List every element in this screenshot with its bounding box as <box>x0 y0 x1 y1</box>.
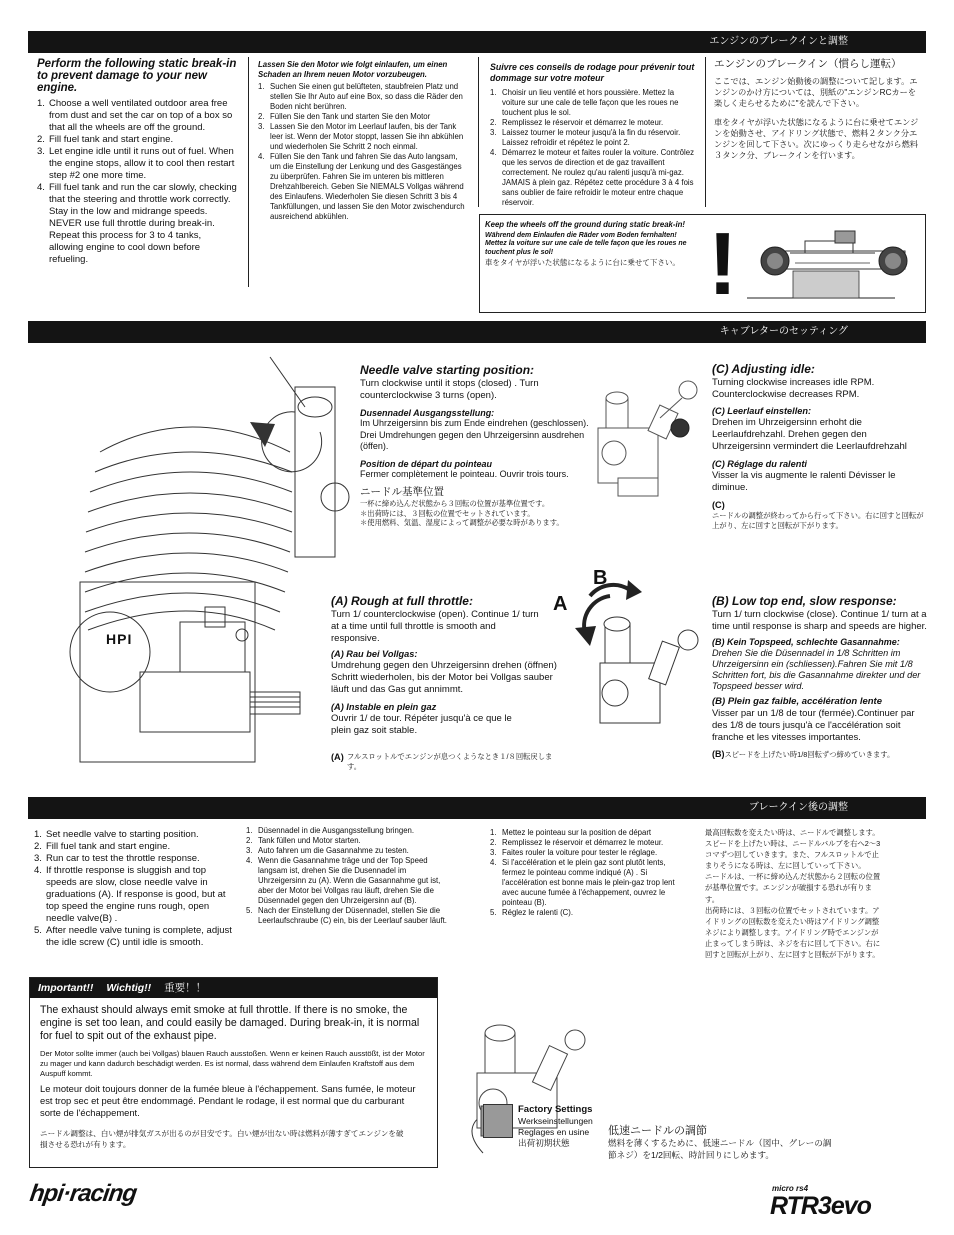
low-needle-block <box>608 1124 838 1161</box>
rough-throttle-block <box>331 594 561 771</box>
engine-illustration <box>60 352 360 772</box>
lowtop-fr-title: (B) Plein gaz faible, accélération lente <box>712 696 882 707</box>
rough-de-text: Umdrehung gegen den Uhrzeigersinn drehen (öffnen) Schritt wiederholen, bis der Motor bei Vollgas sauber läuft und das Gas gut annimmt. <box>331 660 557 695</box>
low-needle-text: 燃料を薄くするために、低速ニードル（図中、グレーの調節ネジ）を1/2回転、時計回りにしめます。 <box>608 1138 832 1160</box>
breakin-section-bar <box>28 31 926 53</box>
rough-en-text: Turn 1/ counterclockwise (open). Continue 1/ turn at a time until full throttle is smooth and responsive. <box>331 609 539 644</box>
idle-fr-title: (C) Réglage du ralenti <box>712 459 807 469</box>
breakin-en-heading: Perform the following static break-in to prevent damage to your new engine. <box>37 58 237 94</box>
column-divider <box>478 57 479 207</box>
list-item: Suchen Sie einen gut belüfteten, staubfreien Platz und stellen Sie Ihr Auto auf eine Box, so dass die Räder den Boden nicht berühren. <box>270 82 463 111</box>
rough-fr-title: (A) Instable en plein gaz <box>331 702 437 712</box>
important-jp: ニードル調整は、白い煙が排気ガスが出るのが目安です。白い煙が出ない時は燃料が薄すぎてエンジンを破損させる恐れが有ります。 <box>40 1129 404 1149</box>
list-item: Lassen Sie den Motor im Leerlauf laufen, bis der Tank leer ist. Wenn der Motor stoppt, lassen Sie ihn abkühlen und wiederholen Sie Schritt 2 noch einmal. <box>270 122 464 151</box>
list-item: If throttle response is sluggish and top speeds are slow, close needle valve in graduations (A). If response is good, but at top speed the engine runs rough, open needle valve(B) . <box>46 865 226 924</box>
list-item: Wenn die Gasannahme träge und der Top Speed langsam ist, drehen Sie die Dusennadel im Uhrzeigersinn zu (A). Wenn die Gasannahme gut ist, aber der Motor bei Vollgas rau läuft, drehen Sie die Düsennadel gegen den Uhrzeigersinn auf (B). <box>258 856 441 905</box>
lowtop-jp-title: (B) <box>712 749 725 759</box>
important-fr: Le moteur doit toujours donner de la fumée bleue à l'échappement. Sans fumée, le moteur est trop sec et peut être endommagé. Pendant le rodage, il est normal que du carburant sorte de l'échappement. <box>40 1083 416 1118</box>
breakin-jp-p1: ここでは、エンジン始動後の調整について記します。エンジンのかけ方については、別紙の"エンジンRCカーを楽しく走らせるために"を読んで下さい。 <box>714 77 918 108</box>
list-item: Düsennadel in die Ausgangsstellung bringen. <box>258 826 415 835</box>
rtr3evo-logo <box>770 1184 871 1219</box>
list-item: Let engine idle until it runs out of fuel. When the engine stops, allow it to cool then restart step #2 one more time. <box>49 146 235 181</box>
hpi-racing-logo: hpi·racing <box>28 1180 138 1207</box>
list-item: Si l'accélération et le plein gaz sont plutôt lents, fermez le pointeau comme indiqué (A) . Si l'accélération est bonne mais le plein-gaz trop lent avec aucune fumée à l'échappement, ouvrez le pointeau (B). <box>502 858 675 907</box>
factory-de: Werkseinstellungen <box>518 1116 593 1126</box>
idle-jp-title: (C) <box>712 500 725 510</box>
list-item: Remplissez le réservoir et démarrez le moteur. <box>502 118 664 127</box>
engine-brand-label: HPI <box>106 631 133 647</box>
important-box <box>29 977 438 1168</box>
low-needle-title: 低速ニードルの調節 <box>608 1125 707 1137</box>
list-item: Fill fuel tank and start engine. <box>49 134 174 145</box>
breakin-en <box>37 58 237 266</box>
label-b: B <box>593 567 608 589</box>
breakin-fr-heading: Suivre ces conseils de rodage pour prévenir tout dommage sur votre moteur <box>490 62 695 83</box>
list-item: Laissez tourner le moteur jusqu'à la fin du réservoir. Laissez refroidir et répétez le point 2. <box>502 128 681 147</box>
carb-section-bar <box>28 321 926 343</box>
needle-en-text: Turn clockwise until it stops (closed) . Turn counterclockwise 3 turns (open). <box>360 378 539 401</box>
lowtop-en-text: Turn 1/ turn clockwise (close). Continue 1/ turn at a time until response is sharp and speeds are higher. <box>712 609 927 632</box>
lowtop-fr-text: Visser par un 1/8 de tour (fermée).Continuer par des 1/8 de tours jusqu'à ce l'accélération soit franche et les vitesses importantes. <box>712 708 915 743</box>
warning-fr: Mettez la voiture sur une cale de telle façon que les roues ne touchent plus le sol! <box>485 240 687 256</box>
needle-fr-title: Position de départ du pointeau <box>360 458 493 469</box>
breakin-jp <box>714 57 924 161</box>
carb-ab-illustration <box>550 568 710 738</box>
rough-fr-text: Ouvrir 1/ de tour. Répéter jusqu'à ce que le plein gaz soit stable. <box>331 713 512 736</box>
rough-jp-title: (A) <box>331 752 344 762</box>
needle-de-text: Im Uhrzeigersinn bis zum Ende eindrehen (geschlossen). Drei Umdrehungen gegen den Uhrzeigersinn ausdrehen (öffen). <box>360 418 589 451</box>
breakin-de-heading: Lassen Sie den Motor wie folgt einlaufen, um einen Schaden an Ihrem neuen Motor vorzubeugen. <box>258 60 448 79</box>
lowtop-en-title: (B) Low top end, slow response: <box>712 594 897 608</box>
list-item: Tank füllen und Motor starten. <box>258 836 361 845</box>
idle-en-text: Turning clockwise increases idle RPM. Counterclockwise decreases RPM. <box>712 377 875 400</box>
lowtop-de-text: Drehen Sie die Düsennadel in 1/8 Schritten im Uhrzeigersinn ein (schliessen).Fahren Sie mit 1/8 Schritten fort, bis die Gasannahme direkter und der Topspeed besser wird. <box>712 648 921 691</box>
carb-section-title: キャブレターのセッティング <box>719 326 848 337</box>
list-item: Nach der Einstellung der Düsennadel, stellen Sie die Leerlaufschraube (C) ein, bis der Leerlauf sauber läuft. <box>258 906 447 925</box>
idle-de-title: (C) Leerlauf einstellen: <box>712 406 812 416</box>
after-de-steps: 1. Düsennadel in die Ausgangsstellung bringen. 2. Tank füllen und Motor starten. 3. Auto fahren um die Gasannahme zu testen. 4. Wenn die Gasannahme träge und der Top Speed langsam ist, drehen Sie die Dusennadel im Uhrzeigersinn zu (A). Wenn die Gasannahme gut ist, aber der Motor bei Vollgas rau läuft, drehen Sie die Düsennadel gegen den Uhrzeigersinn auf (B). 5. Nach der Einstellung der Düsennadel, stellen Sie die Leerlaufschraube (C) ein, bis der Leerlauf sauber läuft. <box>246 826 447 925</box>
list-item: Faites rouler la voiture pour tester le réglage. <box>502 848 658 857</box>
lowtop-jp-text: スピードを上げたい時1/8回転ずつ締めていきます。 <box>724 750 895 759</box>
important-en: The exhaust should always emit smoke at full throttle. If there is no smoke, the engine is set too lean, and could easily be damaged. During break-in, it is normal for fuel to spit out of the exhaust pipe. <box>40 1004 420 1042</box>
warning-box <box>479 214 926 313</box>
list-item: Mettez le pointeau sur la position de départ <box>502 828 652 837</box>
list-item: Füllen Sie den Tank und starten Sie den Motor <box>270 112 431 121</box>
breakin-section-title: エンジンのブレークインと調整 <box>709 36 848 47</box>
needle-jp-text: 一杯に締め込んだ状態から３回転の位置が基準位置です。 ＊出荷時には、３回転の位置でセットされています。 ＊使用燃料、気温、湿度によって調整が必要な時があります。 <box>360 499 564 527</box>
list-item: Fill fuel tank and start engine. <box>46 841 171 852</box>
factory-settings-label <box>518 1104 618 1149</box>
breakin-fr: Suivre ces conseils de rodage pour prévenir tout dommage sur votre moteur 1. Choisir un lieu ventilé et hors poussière. Mettez la voiture sur une cale de telle façon que les roues ne touchent plus le sol. 2. Remplissez le réservoir et démarrez le moteur. 3. Laissez tourner le moteur jusqu'à la fin du réservoir. Laissez refroidir et répétez le point 2. 4. Démarrez le moteur et faites rouler la voiture. Contrôlez que les servos de direction et de gaz travaillent correctement. Ne roulez qu'au ralenti jusqu'à mi-gaz. JAMAIS à plein gaz. Répétez cette procédure 3 à 4 fois sans oublier de faire refroidir le moteur entre chaque réservoir. <box>490 62 698 208</box>
needle-start-block <box>360 363 600 528</box>
important-title-en: Important!! <box>38 982 94 994</box>
column-divider <box>705 57 706 207</box>
important-title-jp: 重要！！ <box>164 982 207 994</box>
important-header <box>30 978 437 998</box>
low-top-end-block <box>712 594 928 760</box>
after-section-title: ブレークイン後の調整 <box>748 802 848 813</box>
important-title-de: Wichtig!! <box>106 982 152 994</box>
list-item: Choisir un lieu ventilé et hors poussière. Mettez la voiture sur une cale de telle façon que les roues ne touchent plus le sol. <box>502 88 679 117</box>
rough-jp-text: フルスロットルでエンジンが息つくようなとき１/８回転戻します。 <box>347 752 553 771</box>
factory-en: Factory Settings <box>518 1104 593 1115</box>
list-item: Run car to test the throttle response. <box>46 853 200 864</box>
breakin-en-steps: 1. Choose a well ventilated outdoor area free from dust and set the car on top of a box so that all the wheels are off the ground. 2. Fill fuel tank and start engine. 3. Let engine idle until it runs out of fuel. When the engine stops, allow it to cool then restart step #2 one more time. 4. Fill fuel tank and run the car slowly, checking that the steering and throttle work correctly. Stay in the low and midrange speeds. NEVER use full throttle during break-in. Repeat this process for 3 to 4 tanks, allowing engine to cool down before refueling. <box>37 98 237 265</box>
car-on-stand-illustration <box>745 223 917 305</box>
label-a: A <box>553 593 568 615</box>
needle-de-title: Dusennadel Ausgangsstellung: <box>360 408 495 418</box>
list-item: Fill fuel tank and run the car slowly, checking that the steering and throttle work correctly. Stay in the low and midrange speeds. NEVER use full throttle during break-in. Repeat this process for 3 to 4 tanks, allowing engine to cool down before refueling. <box>49 182 237 265</box>
carb-idle-illustration <box>588 378 708 503</box>
idle-jp-text: ニードルの調整が終わってから行って下さい。右に回すと回転が上がり、左に回すと回転が下がります。 <box>712 511 924 530</box>
warning-en: Keep the wheels off the ground during static break-in! <box>485 220 685 229</box>
list-item: After needle valve tuning is complete, adjust the idle screw (C) until idle is smooth. <box>46 925 232 948</box>
needle-en-title: Needle valve starting position: <box>360 363 535 377</box>
idle-en-title: (C) Adjusting idle: <box>712 362 815 376</box>
warning-jp: 車をタイヤが浮いた状態になるように台に乗せて下さい。 <box>485 258 680 267</box>
after-en-steps: 1. Set needle valve to starting position. 2. Fill fuel tank and start engine. 3. Run car to test the throttle response. 4. If throttle response is sluggish and top speeds are slow, close needle valve in graduations (A). If response is good, but at top speed the engine runs rough, open needle valve(B) . 5. After needle valve tuning is complete, adjust the idle screw (C) until idle is smooth. <box>34 829 232 948</box>
breakin-de: Lassen Sie den Motor wie folgt einlaufen, um einen Schaden an Ihrem neuen Motor vorzubeugen. 1. Suchen Sie einen gut belüfteten, staubfreien Platz und stellen Sie Ihr Auto auf eine Box, so dass die Räder den Boden nicht berühren. 2. Füllen Sie den Tank und starten Sie den Motor 3. Lassen Sie den Motor im Leerlauf laufen, bis der Tank leer ist. Wenn der Motor stoppt, lassen Sie ihn abkühlen und wiederholen Sie Schritt 2 noch einmal. 4. Füllen Sie den Tank und fahren Sie das Auto langsam, um die Einstellung der Lenkung und des Gasgestänges zu überprüfen. Fahren Sie im unteren bis mittleren Drehzahlbereich. Geben Sie NIEMALS Vollgas während des Einlaufens. Wiederholen Sie diesen Schritt 3 bis 4 Tankfüllungen, und lassen Sie den Motor zwischendurch ausreichend abkühlen. <box>258 60 465 221</box>
list-item: Choose a well ventilated outdoor area free from dust and set the car on top of a box so that all the wheels are off the ground. <box>49 98 233 133</box>
column-divider <box>248 57 249 287</box>
breakin-jp-heading: エンジンのブレークイン（慣らし運転） <box>714 58 902 70</box>
idle-de-text: Drehen im Uhrzeigersinn erhoht die Leerlaufdrehzahl. Drehen gegen den Uhrzeigersinn vermindert die Leerlaufdrehzahl <box>712 417 907 452</box>
important-de: Der Motor sollte immer (auch bei Vollgas) blauen Rauch ausstoßen. Wenn er keinen Rauch ausstößt, ist der Motor zu mager und kann dadurch beschädigt werden. Es ist normal, dass während dem Einlaufen Kraftstoff aus dem Auspuff kommt. <box>40 1049 425 1078</box>
warning-de: Während dem Einlaufen die Räder vom Boden fernhalten! <box>485 232 677 239</box>
list-item: Auto fahren um die Gasannahme zu testen. <box>258 846 409 855</box>
rough-en-title: (A) Rough at full throttle: <box>331 594 473 608</box>
factory-fr: Reglages en usine <box>518 1127 590 1137</box>
needle-fr-text: Fermer complètement le pointeau. Ouvrir trois tours. <box>360 468 569 479</box>
idle-fr-text: Visser la vis augmente le ralenti Dévisser le diminue. <box>712 470 896 493</box>
list-item: Füllen Sie den Tank und fahren Sie das Auto langsam, um die Einstellung der Lenkung und des Gasgestänges zu überprüfen. Fahren Sie im unteren bis mittleren Drehzahlbereich. Geben Sie NIEMALS Vollgas während des Einlaufens. Wiederholen Sie diesen Schritt 3 bis 4 Tankfüllungen, und lassen Sie den Motor zwischendurch ausreichend abkühlen. <box>270 152 465 221</box>
lowtop-de-title: (B) Kein Topspeed, schlechte Gasannahme: <box>712 637 900 647</box>
rtr-logo-text: RTR3evo <box>770 1192 871 1220</box>
needle-jp-title: ニードル基準位置 <box>360 486 444 498</box>
factory-jp: 出荷初期状態 <box>518 1138 570 1148</box>
list-item: Démarrez le moteur et faites rouler la voiture. Contrôlez que les servos de direction et de gaz travaillent correctement. Ne roulez qu'au ralenti jusqu'à mi-gaz. JAMAIS à plein gaz. Répétez cette procédure 3 à 4 fois sans oublier de faire refroidir le moteur entre chaque réservoir. <box>502 148 694 207</box>
after-fr-steps: 1. Mettez le pointeau sur la position de départ 2. Remplissez le réservoir et démarrez le moteur. 3. Faites rouler la voiture pour tester le réglage. 4. Si l'accélération et le plein gaz sont plutôt lents, fermez le pointeau comme indiqué (A) . Si l'accélération est bonne mais le plein-gaz trop lent avec aucune fumée à l'échappement, ouvrez le pointeau (B). 5. Réglez le ralenti (C). <box>490 828 675 917</box>
after-jp-text: 最高回転数を変えたい時は、ニードルで調整します。スピードを上げたい時は、ニードルバルブを右へ2～3コマずつ回していきます。また、フルスロットルで止まりそうになる時は、左に回していって下さい。 ニードルは、一杯に締め込んだ状態から２回転の位置が基準位置です。エンジンが破損する恐れが有ります。 出荷時には、３回転の位置でセットされています。アイドリングの回転数を変えたい時はアイドリング調整ネジにより調整します。アイドリング時でエンジンが止まってしまう時は、ネジを右に回して下さい。右に回すと回転が上がり、左に回すと回転が下がります。 <box>705 828 881 960</box>
rough-de-title: (A) Rau bei Vollgas: <box>331 649 418 659</box>
micro-logo: micro rs4 <box>772 1184 809 1193</box>
exclamation-icon: ! <box>708 214 738 313</box>
list-item: Réglez le ralenti (C). <box>502 908 574 917</box>
idle-adjust-block <box>712 362 927 530</box>
factory-settings-swatch <box>483 1104 513 1138</box>
list-item: Remplissez le réservoir et démarrez le moteur. <box>502 838 664 847</box>
breakin-jp-p2: 車をタイヤが浮いた状態になるように台に乗せてエンジンを始動させ、アイドリング状態で、燃料２タンク分エンジンを回して下さい。次にゆっくり走らせながら燃料３タンク分、ブレークインを行います。 <box>714 118 919 160</box>
list-item: Set needle valve to starting position. <box>46 829 199 840</box>
after-section-bar <box>28 797 926 819</box>
